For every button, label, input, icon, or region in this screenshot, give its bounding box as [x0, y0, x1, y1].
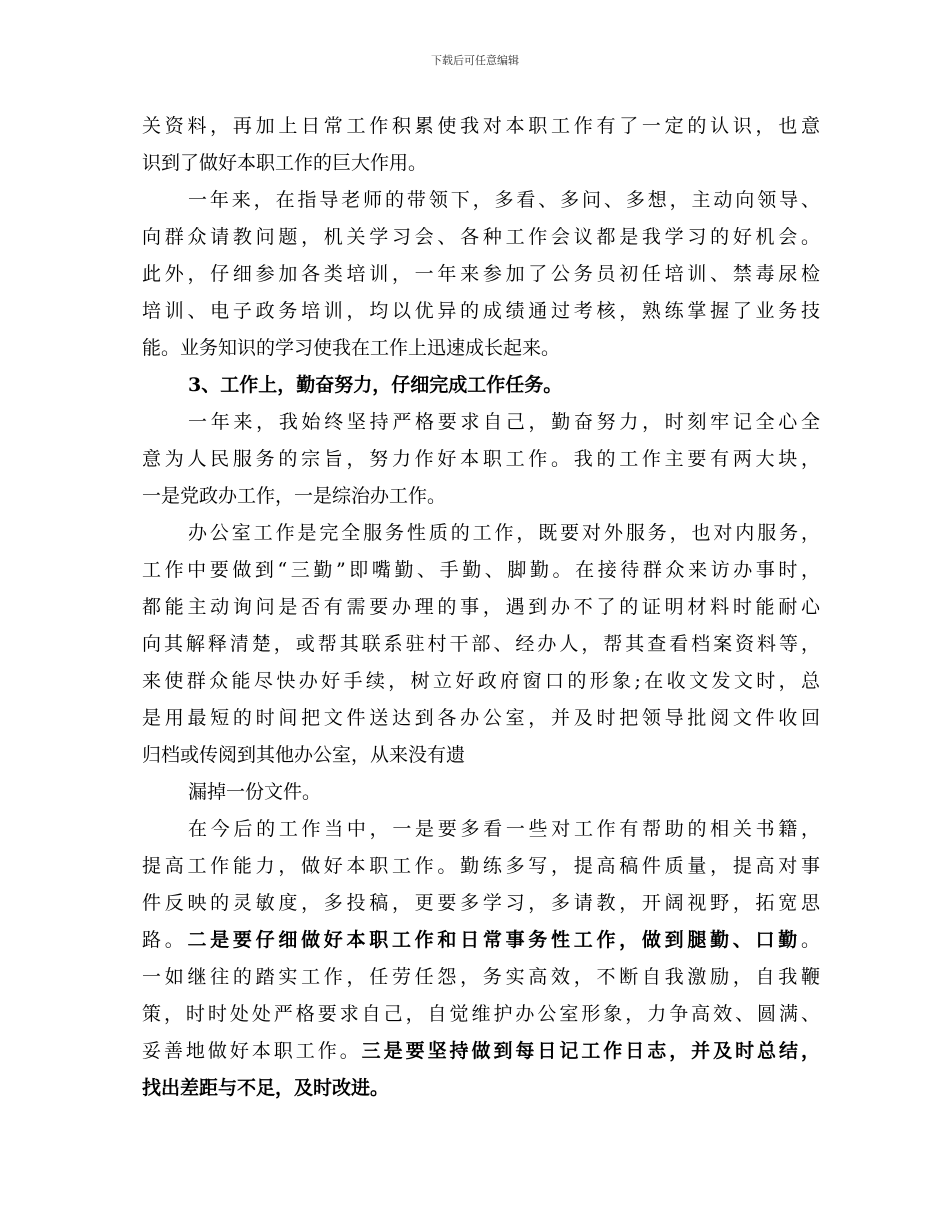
text-line: 提高工作能力，做好本职工作。勤练多写，提高稿件质量，提高对事 — [142, 855, 820, 877]
text-run: 。 — [800, 929, 820, 951]
text-line: 一年来，在指导老师的带领下，多看、多问、多想，主动向领导、 — [188, 189, 820, 211]
text-line: 策，时时处处严格要求自己，自觉维护办公室形象，力争高效、圆满、 — [142, 1003, 820, 1025]
text-line-mixed — [142, 1033, 820, 1070]
text-line: 意为人民服务的宗旨，努力作好本职工作。我的工作主要有两大块， — [142, 448, 820, 470]
text-line: 关资料，再加上日常工作积累使我对本职工作有了一定的认识，也意 — [142, 115, 820, 137]
text-line: 培训、电子政务培训，均以优异的成绩通过考核，熟练掌握了业务技 — [142, 300, 820, 322]
text-line-mixed — [142, 922, 820, 959]
text-line: 向其解释清楚，或帮其联系驻村干部、经办人，帮其查看档案资料等， — [142, 633, 820, 655]
text-line: 是用最短的时间把文件送达到各办公室，并及时把领导批阅文件收回 — [142, 707, 820, 729]
text-line: 漏掉一份文件。 — [188, 781, 322, 803]
text-line: 在今后的工作当中，一是要多看一些对工作有帮助的相关书籍， — [188, 818, 820, 840]
page-header: 下载后可任意编辑 — [431, 54, 519, 67]
text-line: 来使群众能尽快办好手续，树立好政府窗口的形象;在收文发文时，总 — [142, 670, 820, 692]
text-line: 一如继往的踏实工作，任劳任怨，务实高效，不断自我激励，自我鞭 — [142, 966, 820, 988]
text-line: 能。业务知识的学习使我在工作上迅速成长起来。 — [142, 337, 561, 359]
bold-text-run: 三是要坚持做到每日记工作日志，并及时总结， — [361, 1040, 820, 1062]
text-line: 归档或传阅到其他办公室，从来没有遗 — [142, 744, 466, 766]
text-line: 办公室工作是完全服务性质的工作，既要对外服务，也对内服务， — [188, 522, 820, 544]
text-line: 找出差距与不足，及时改进。 — [142, 1077, 390, 1099]
text-line: 一年来，我始终坚持严格要求自己，勤奋努力，时刻牢记全心全 — [188, 411, 820, 433]
text-line: 件反映的灵敏度，多投稿，更要多学习，多请教，开阔视野，拓宽思 — [142, 892, 820, 914]
text-line: 工作中要做到“三勤”即嘴勤、手勤、脚勤。在接待群众来访办事时， — [142, 559, 820, 581]
text-line: 一是党政办工作，一是综治办工作。 — [142, 485, 447, 507]
text-line: 此外，仔细参加各类培训，一年来参加了公务员初任培训、禁毒尿检 — [142, 263, 820, 285]
text-line: 向群众请教问题，机关学习会、各种工作会议都是我学习的好机会。 — [142, 226, 820, 248]
text-line: 都能主动询问是否有需要办理的事，遇到办不了的证明材料时能耐心 — [142, 596, 820, 618]
section-heading: 3、工作上，勤奋努力，仔细完成工作任务。 — [188, 374, 563, 396]
bold-text-run: 二是要仔细做好本职工作和日常事务性工作，做到腿勤、口勤 — [187, 929, 801, 951]
text-run: 妥善地做好本职工作。 — [142, 1040, 362, 1062]
document-body — [142, 108, 820, 1107]
text-line: 识到了做好本职工作的巨大作用。 — [142, 152, 428, 174]
text-run: 路。 — [142, 929, 188, 951]
